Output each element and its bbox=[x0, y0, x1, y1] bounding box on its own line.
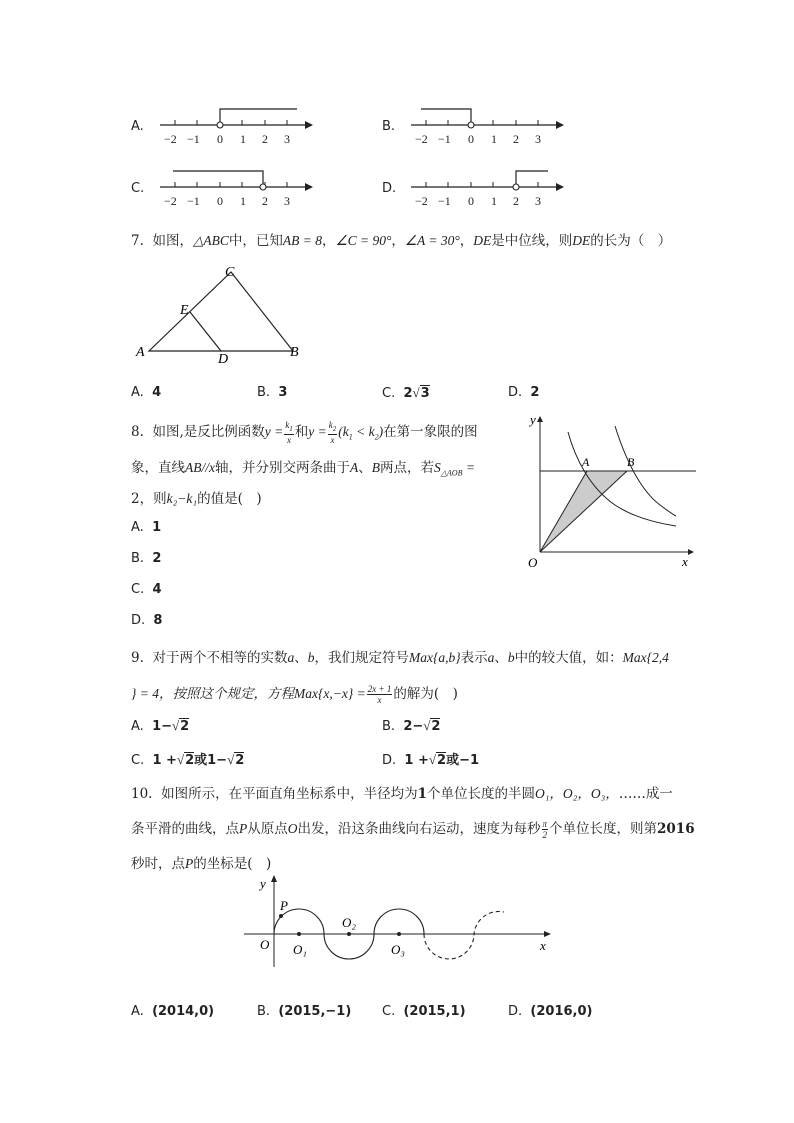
q9-line2: } = 4，按照这个规定，方程Max{x,−x} = $\frac{2x + 1}{x}$ 的解为( ) bbox=[131, 684, 458, 705]
label-b: B bbox=[290, 345, 299, 360]
q10-line2: 条平滑的曲线，点P从原点O出发，沿这条曲线向右运动，速度为每秒 $\frac{\pi}{2}$ 个单位长度，则第2016 bbox=[131, 819, 695, 840]
q10-line3: 秒时，点P的坐标是( ) bbox=[131, 856, 272, 872]
q10-option-b[interactable]: B. (2015,−1) bbox=[257, 1004, 352, 1019]
q8-line3: 2，则k₂−k₁的值是( ) bbox=[131, 491, 262, 507]
label-a: A bbox=[136, 345, 145, 360]
q8-option-a[interactable]: A. 1 bbox=[131, 520, 162, 535]
q7-option-c[interactable]: C. 2√3 bbox=[382, 385, 430, 401]
q9-option-a[interactable]: A. 1−√2 bbox=[131, 718, 190, 734]
number-line-c bbox=[155, 164, 315, 214]
q10-option-a[interactable]: A. (2014,0) bbox=[131, 1004, 215, 1019]
option-letter: D. bbox=[382, 181, 397, 196]
svg-text:O₃: O₃ bbox=[391, 942, 405, 957]
option-letter: C. bbox=[131, 181, 145, 196]
q7-option-b[interactable]: B. 3 bbox=[257, 385, 288, 400]
svg-text:y: y bbox=[260, 876, 266, 891]
svg-text:O₂: O₂ bbox=[342, 915, 356, 930]
svg-text:A: A bbox=[582, 455, 590, 469]
q9-option-d[interactable]: D. 1 +√2或−1 bbox=[382, 752, 480, 768]
q10-line1: 10. 如图所示，在平面直角坐标系中，半径均为1个单位长度的半圆O₁，O₂，O₃，……成一 bbox=[131, 786, 673, 802]
svg-text:P: P bbox=[280, 898, 288, 913]
triangle-figure bbox=[130, 258, 310, 368]
q10-option-c[interactable]: C. (2015,1) bbox=[382, 1004, 466, 1019]
svg-text:O: O bbox=[260, 937, 270, 952]
q9-option-c[interactable]: C. 1 +√2或1−√2 bbox=[131, 752, 245, 768]
q8-option-d[interactable]: D. 8 bbox=[131, 613, 163, 628]
option-letter: B. bbox=[382, 119, 396, 134]
svg-text:x: x bbox=[540, 938, 546, 953]
svg-text:x: x bbox=[682, 554, 688, 569]
q7-option-d[interactable]: D. 2 bbox=[508, 385, 540, 400]
svg-text:O: O bbox=[528, 555, 538, 570]
q8-line2: 象，直线AB//x轴，并分别交两条曲于A、B两点，若$S_{\triangle AOB}$ = bbox=[131, 460, 475, 478]
q9-line1: 9. 对于两个不相等的实数a、b，我们规定符号Max{a,b}表示a、b中的较大值，如：Max{2,4 bbox=[131, 650, 669, 666]
label-e: E bbox=[180, 303, 189, 318]
q7-option-a[interactable]: A. 4 bbox=[131, 385, 162, 400]
semicircle-curve-figure bbox=[238, 872, 558, 972]
number-line-d bbox=[406, 164, 566, 214]
q10-option-d[interactable]: D. (2016,0) bbox=[508, 1004, 593, 1019]
svg-text:y: y bbox=[530, 412, 536, 427]
label-d: D bbox=[218, 352, 229, 367]
svg-text:B: B bbox=[627, 455, 635, 469]
q8-option-b[interactable]: B. 2 bbox=[131, 551, 162, 566]
q9-option-b[interactable]: B. 2−√2 bbox=[382, 718, 441, 734]
label-c: C bbox=[225, 265, 235, 280]
q7-stem: 7. 如图，△ABC中，已知AB = 8，∠C = 90°，∠A = 30°，DE是中位线，则DE的长为（ ） bbox=[131, 233, 672, 249]
q8-option-c[interactable]: C. 4 bbox=[131, 582, 162, 597]
number-line-a bbox=[155, 102, 315, 152]
number-line-b bbox=[406, 102, 566, 152]
svg-text:O₁: O₁ bbox=[293, 942, 307, 957]
q8-line1: 8. 如图,是反比例函数y = $\frac{k_1}{x}$ 和y = $\frac{k_2}{x}$ $(k_1 < k_2)$在第一象限的图 bbox=[131, 420, 478, 445]
option-letter: A. bbox=[131, 119, 144, 134]
hyperbola-figure bbox=[520, 410, 700, 570]
